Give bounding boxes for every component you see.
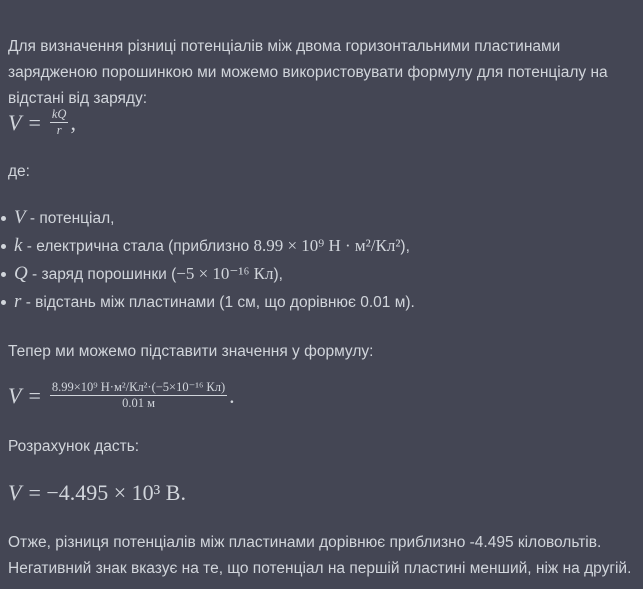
formula1-denominator: r [56, 123, 62, 138]
definition-symbol: k [14, 235, 23, 256]
formula1-lhs: V [8, 109, 22, 135]
formula-substituted [8, 381, 235, 410]
formula-result [8, 480, 186, 506]
formula3-lhs: V [8, 480, 22, 505]
intro-paragraph: Для визначення різниці потенціалів між двома горизонтальними пластинами зарядженою порошинкою ми можемо використовувати формулу для потенціалу на відстані від заряду: [8, 38, 608, 107]
definitions-list [0, 204, 415, 316]
formula2-fraction [50, 381, 227, 410]
formula2-tail: . [229, 382, 235, 408]
definition-after: ), [400, 238, 410, 255]
list-item [0, 288, 415, 316]
substitute-paragraph: Тепер ми можемо підставити значення у формулу: [8, 343, 374, 360]
definition-text: - заряд порошинки ( [27, 266, 177, 283]
formula2-eq: = [28, 382, 41, 408]
formula1-numerator: kQ [50, 108, 69, 123]
formula1-eq: = [28, 109, 41, 135]
definition-symbol: V [14, 207, 26, 228]
definition-text: - потенціал, [25, 210, 115, 227]
formula1-tail: , [70, 109, 76, 135]
formula2-lhs: V [8, 382, 22, 408]
formula2-denominator: 0.01 м [122, 396, 155, 411]
formula2-numerator: 8.99×10⁹ Н·м²/Кл²·(−5×10⁻¹⁶ Кл) [50, 381, 227, 396]
formula3-rhs: = −4.495 × 10³ В. [28, 480, 186, 505]
definition-symbol: r [14, 291, 22, 312]
definition-symbol: Q [14, 263, 28, 284]
definition-math: −5 × 10⁻¹⁶ Кл [176, 264, 274, 283]
definition-math: 8.99 × 10⁹ Н · м²/Кл² [253, 236, 401, 255]
formula1-fraction [50, 108, 69, 137]
list-item [0, 260, 415, 288]
definition-text: - відстань між пластинами (1 см, що дорівнює 0.01 м). [21, 294, 415, 311]
list-item [0, 232, 415, 260]
definition-text: - електрична стала (приблизно [22, 238, 254, 255]
list-item [0, 204, 415, 232]
formula-potential [8, 108, 76, 137]
conclusion-paragraph: Отже, різниця потенціалів між пластинами дорівнює приблизно -4.495 кіловольтів. Негативний знак вказує на те, що потенціал на першій пластині менший, ніж на другій. [8, 534, 632, 577]
calc-label: Розрахунок дасть: [8, 438, 140, 455]
definition-after: ), [273, 266, 283, 283]
where-label: де: [8, 163, 30, 180]
